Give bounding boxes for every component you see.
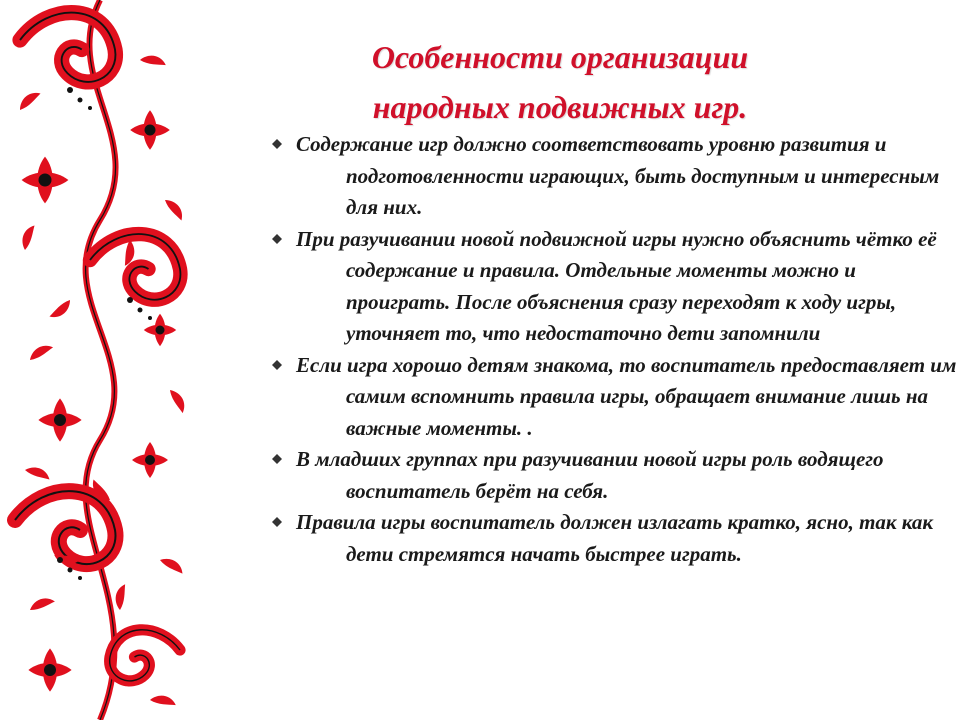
diamond-bullet-icon [272, 234, 282, 244]
title-line-1: Особенности организации [371, 39, 749, 75]
diamond-bullet-icon [272, 517, 282, 527]
khokhloma-ornament-border [0, 0, 200, 720]
diamond-bullet-icon [272, 454, 282, 464]
list-item [268, 129, 958, 224]
diamond-bullet-icon [272, 360, 282, 370]
list-item [268, 444, 958, 507]
list-item [268, 224, 958, 350]
list-item-text: Содержание игр должно соответствовать уровню развития и подготовленности играющих, быть доступным и интересным для них. [296, 132, 940, 219]
list-item-text: Правила игры воспитатель должен излагать кратко, ясно, так как дети стремятся начать быстрее играть. [296, 510, 934, 566]
page-title [250, 32, 870, 132]
list-item-text: При разучивании новой подвижной игры нужно объяснить чётко её содержание и правила. Отдельные моменты можно и проиграть. После объяснения сразу переходят к ходу игры, уточняет то, что недостаточно дети запомнили [296, 226, 937, 345]
list-item [268, 507, 958, 570]
rules-list [268, 129, 958, 570]
list-item [268, 350, 958, 445]
diamond-bullet-icon [272, 139, 282, 149]
title-line-2: народных подвижных игр. [372, 89, 748, 125]
list-item-text: В младших группах при разучивании новой игры роль водящего воспитатель берёт на себя. [296, 447, 884, 503]
list-item-text: Если игра хорошо детям знакома, то воспитатель предоставляет им самим вспомнить правила игры, обращает внимание лишь на важные моменты. . [296, 352, 957, 440]
